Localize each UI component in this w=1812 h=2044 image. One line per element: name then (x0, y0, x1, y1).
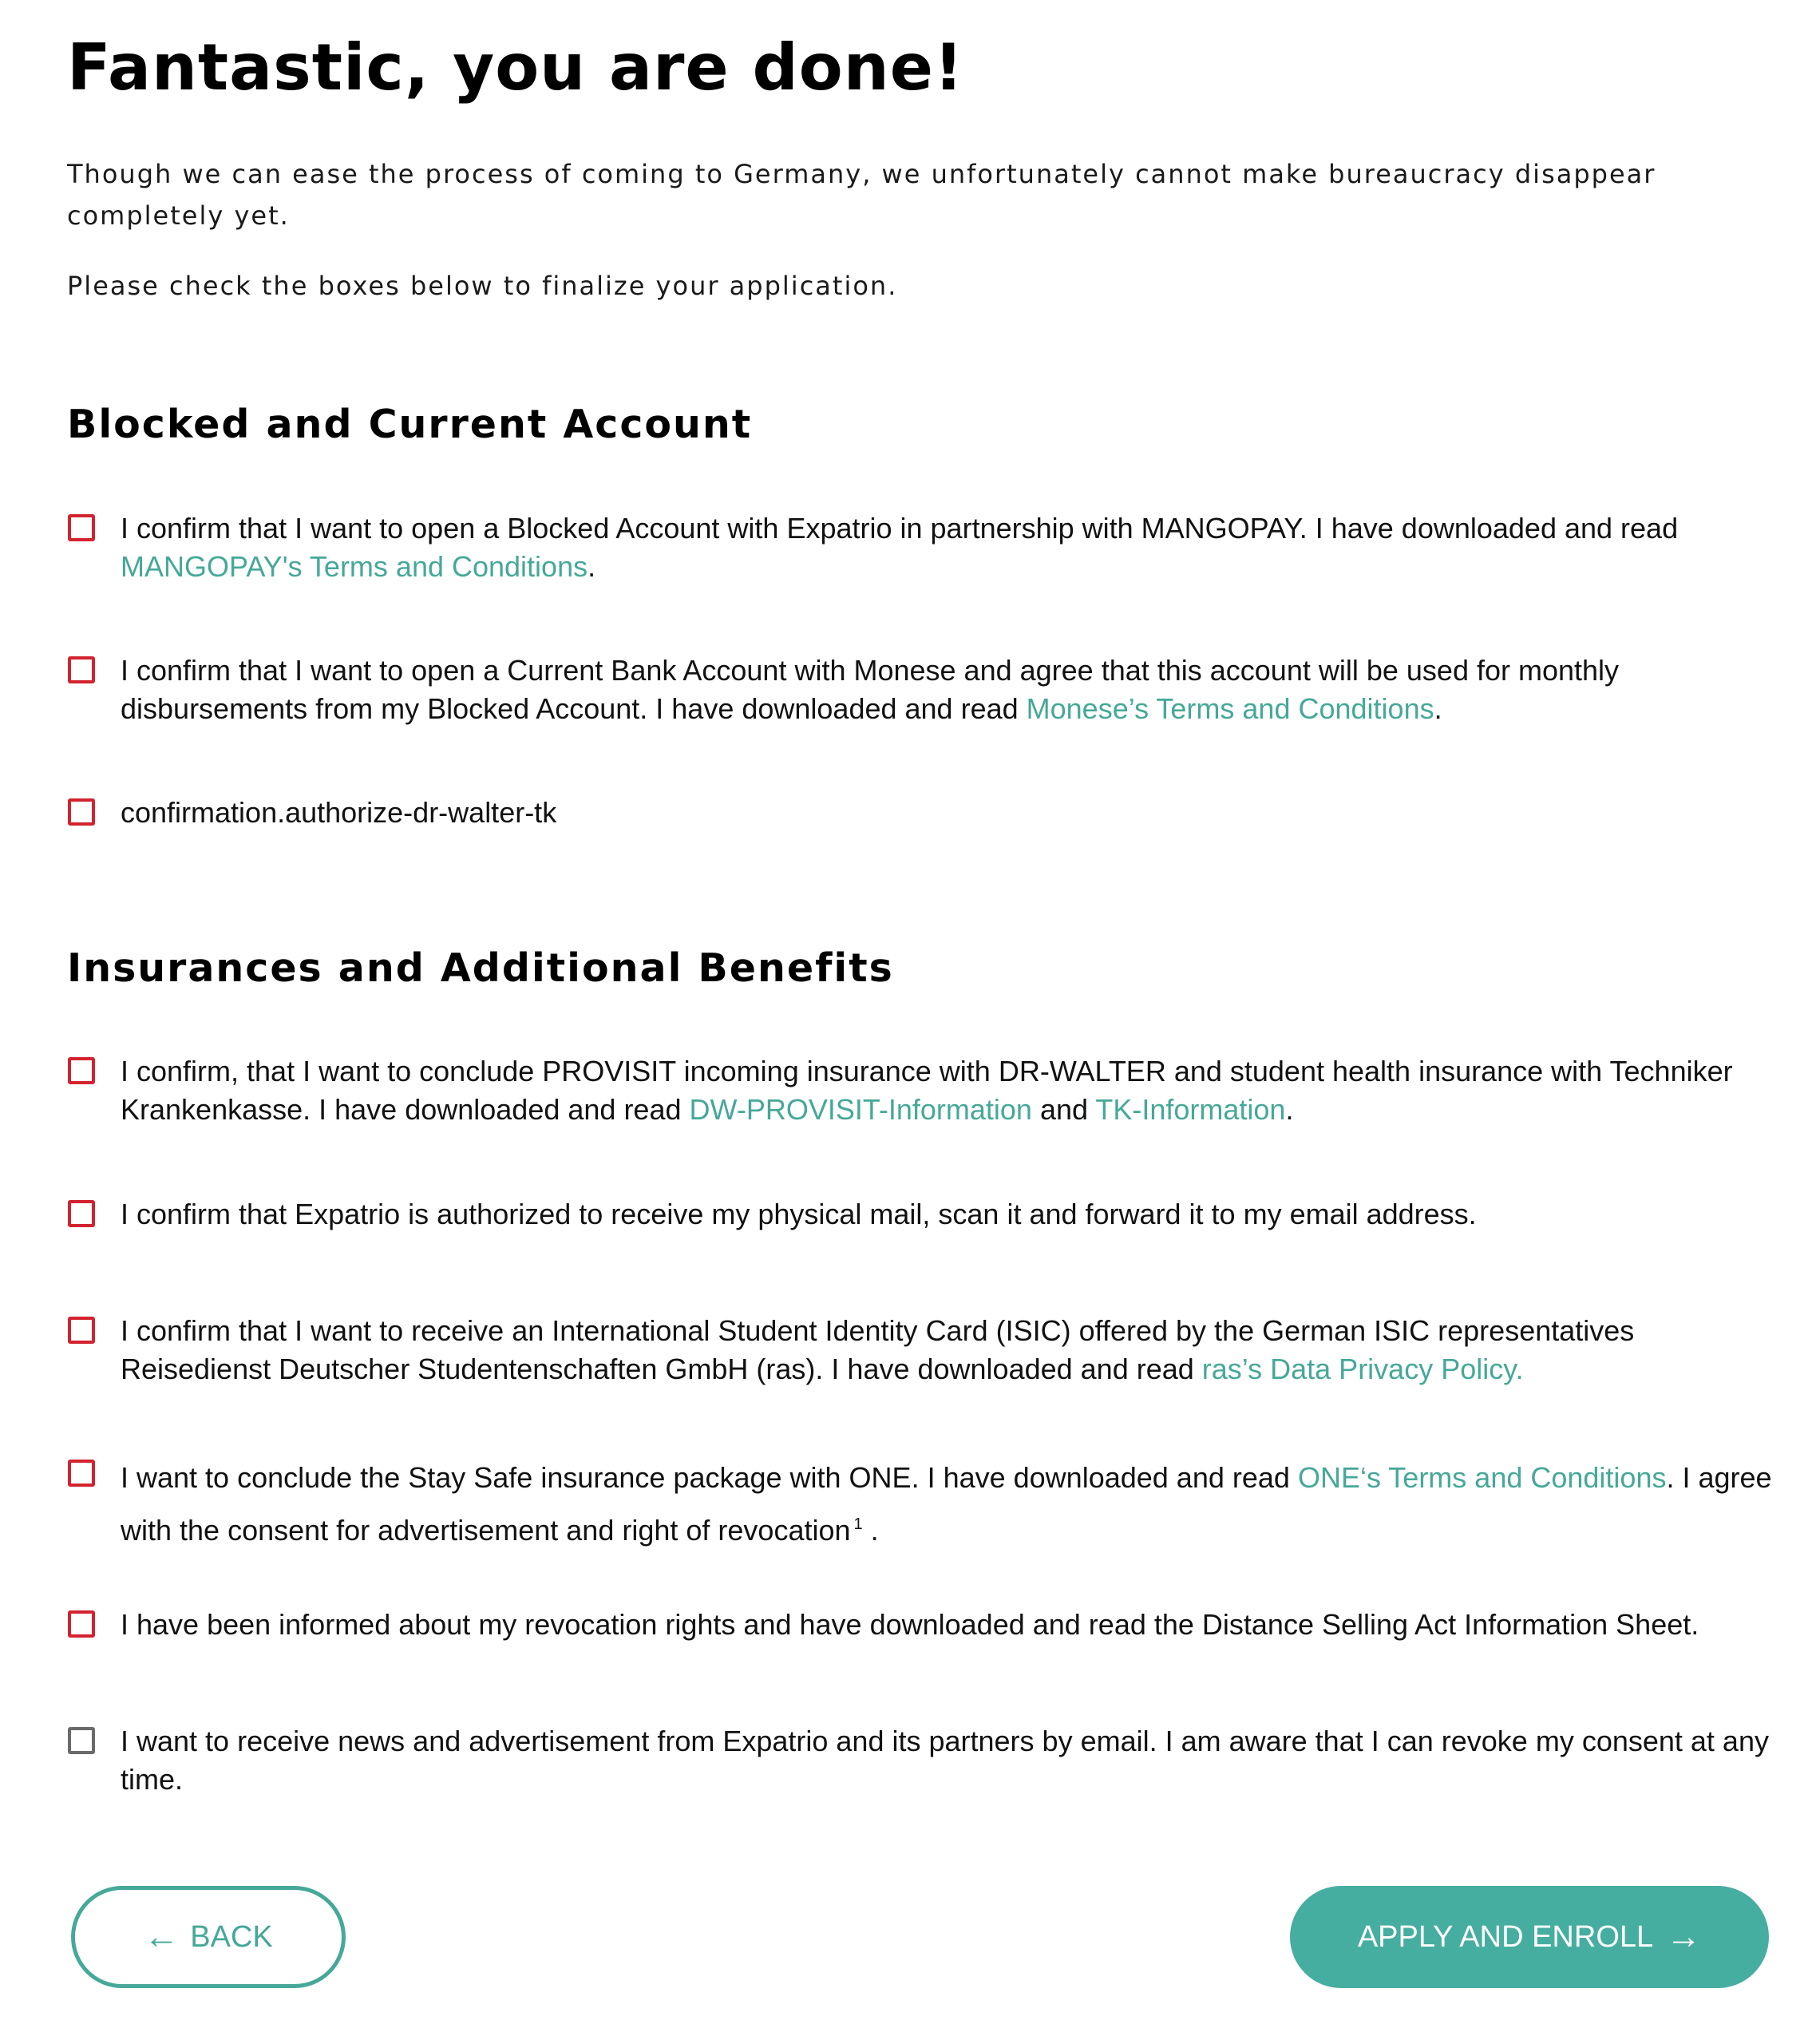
consent-text: confirmation.authorize-dr-walter-tk (121, 796, 557, 829)
consent-text-body: I want to conclude the Stay Safe insurance package with ONE. I have downloaded and read (121, 1461, 1298, 1494)
instruction-text: Please check the boxes below to finalize your application. (67, 271, 898, 301)
consent-text (121, 509, 1781, 586)
punctuation: . (1434, 692, 1442, 725)
consent-text (121, 1052, 1781, 1129)
consent-text (121, 1312, 1781, 1388)
consent-text: I want to receive news and advertisement from Expatrio and its partners by email. I am aware that I can revoke my consent at any time. (121, 1725, 1769, 1796)
mangopay-terms-link[interactable]: MANGOPAY's Terms and Conditions (121, 550, 588, 583)
apply-and-enroll-button[interactable] (1290, 1886, 1769, 1988)
provisit-information-link[interactable]: DW-PROVISIT-Information (689, 1093, 1032, 1126)
consent-text (121, 1455, 1781, 1554)
consent-text: I have been informed about my revocation rights and have downloaded and read the Distance Selling Act Information Sheet. (121, 1608, 1699, 1641)
ras-privacy-policy-link[interactable]: ras’s Data Privacy Policy. (1201, 1353, 1524, 1385)
checkbox-provisit[interactable] (68, 1057, 95, 1084)
back-button-label: BACK (190, 1919, 273, 1954)
consent-text-continued: . I agree with the consent for advertisement and right of revocation (121, 1461, 1772, 1547)
consent-text-body: I confirm, that I want to conclude PROVISIT incoming insurance with DR-WALTER and student health insurance with Techniker Krankenkasse. I have downloaded and read (121, 1055, 1733, 1126)
conjunction: and (1031, 1093, 1096, 1126)
tk-information-link[interactable]: TK-Information (1095, 1093, 1286, 1126)
consent-text: I confirm that Expatrio is authorized to receive my physical mail, scan it and forward it to my email address. (121, 1198, 1477, 1230)
monese-terms-link[interactable]: Monese’s Terms and Conditions (1026, 692, 1434, 725)
checkbox-newsletter[interactable] (68, 1727, 95, 1754)
intro-text: Though we can ease the process of coming to Germany, we unfortunately cannot make bureaucracy disappear completely yet. (67, 159, 1656, 231)
checkbox-monese[interactable] (68, 656, 95, 683)
checkbox-revocation[interactable] (68, 1610, 95, 1638)
punctuation: . (588, 550, 596, 583)
checkbox-mail[interactable] (68, 1200, 95, 1227)
consent-text-body: I confirm that I want to open a Current Bank Account with Monese and agree that this account will be used for monthly disbursements from my Blocked Account. I have downloaded and read (121, 654, 1620, 725)
consent-text (121, 652, 1781, 728)
punctuation: . (1285, 1093, 1294, 1126)
checkbox-authorize[interactable] (68, 798, 95, 826)
arrow-left-icon: ← (144, 1917, 180, 1956)
punctuation: . (870, 1514, 879, 1547)
checkbox-mangopay[interactable] (68, 514, 95, 541)
arrow-right-icon: → (1666, 1917, 1702, 1956)
checkbox-isic[interactable] (68, 1317, 95, 1344)
page-title: Fantastic, you are done! (67, 30, 964, 105)
section-title-blocked-account: Blocked and Current Account (67, 402, 753, 447)
consent-text-body: I confirm that I want to receive an International Student Identity Card (ISIC) offered by the German ISIC representatives Reisedienst Deutscher Studentenschaften GmbH (ras). I have downloaded and read (121, 1314, 1635, 1385)
consent-text-body: I confirm that I want to open a Blocked Account with Expatrio in partnership with MANGOPAY. I have downloaded and read (121, 512, 1679, 545)
one-terms-link[interactable]: ONE‘s Terms and Conditions (1297, 1461, 1667, 1494)
apply-button-label: APPLY AND ENROLL (1357, 1919, 1654, 1954)
back-button[interactable] (71, 1886, 346, 1988)
checkbox-staysafe[interactable] (68, 1460, 95, 1487)
section-title-insurance: Insurances and Additional Benefits (67, 945, 894, 991)
footnote-marker: 1 (853, 1515, 863, 1533)
